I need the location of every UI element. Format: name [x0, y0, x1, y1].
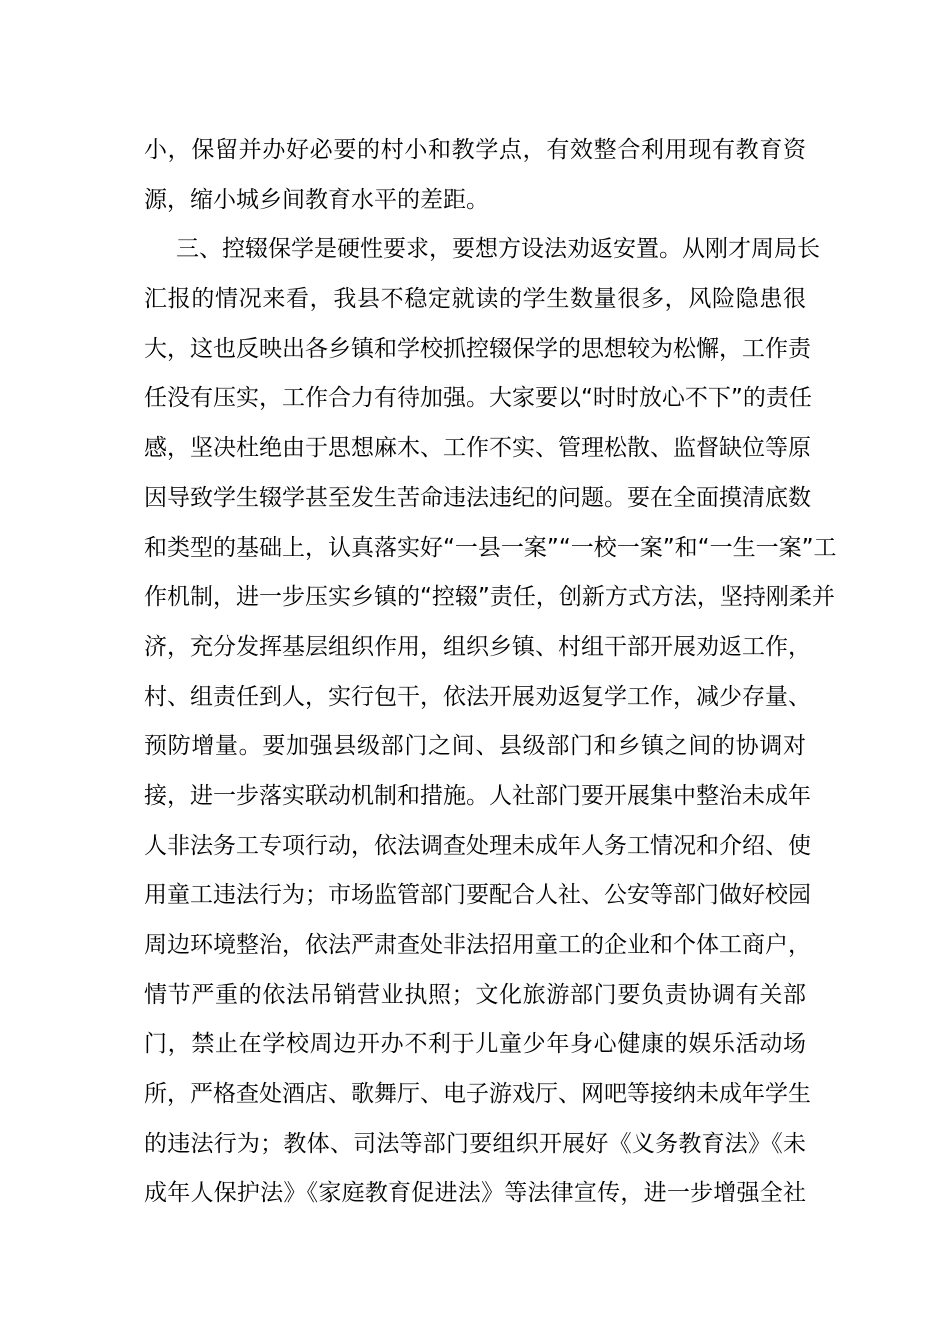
text-line: 任没有压实，工作合力有待加强。大家要以“时时放心不下”的责任: [144, 385, 812, 412]
paragraph-1: [144, 126, 806, 225]
text-line: 感，坚决杜绝由于思想麻木、工作不实、管理松散、监督缺位等原: [144, 435, 811, 462]
text-line: 济，充分发挥基层组织作用，组织乡镇、村组干部开展劝返工作，: [144, 633, 811, 660]
paragraph-2: [144, 225, 837, 1219]
text-line: 周边环境整治，依法严肃查处非法招用童工的企业和个体工商户，: [144, 932, 811, 958]
text-line: 小，保留并办好必要的村小和教学点，有效整合利用现有教育资: [144, 137, 806, 163]
text-line: 和类型的基础上，认真落实好“一县一案”“一校一案”和“一生一案”工: [144, 534, 837, 561]
text-line: 情节严重的依法吊销营业执照；文化旅游部门要负责协调有关部: [144, 981, 806, 1008]
text-line: 所，严格查处酒店、歌舞厅、电子游戏厅、网吧等接纳未成年学生: [144, 1081, 811, 1108]
text-line: 用童工违法行为；市场监管部门要配合人社、公安等部门做好校园: [144, 882, 811, 909]
text-line: 预防增量。要加强县级部门之间、县级部门和乡镇之间的协调对: [144, 733, 806, 760]
text-line: 成年人保护法》《家庭教育促进法》等法律宣传，进一步增强全社: [144, 1180, 806, 1207]
text-line: 门，禁止在学校周边开办不利于儿童少年身心健康的娱乐活动场: [144, 1031, 806, 1058]
text-line: 三、控辍保学是硬性要求，要想方设法劝返安置。从刚才周局长: [176, 236, 820, 263]
text-line: 的违法行为；教体、司法等部门要组织开展好《义务教育法》《未: [144, 1130, 806, 1157]
text-line: 汇报的情况来看，我县不稳定就读的学生数量很多，风险隐患很: [144, 286, 806, 313]
text-line: 接，进一步落实联动机制和措施。人社部门要开展集中整治未成年: [144, 782, 811, 809]
text-line: 人非法务工专项行动，依法调查处理未成年人务工情况和介绍、使: [144, 832, 811, 859]
text-line: 作机制，进一步压实乡镇的“控辍”责任，创新方式方法，坚持刚柔并: [144, 584, 835, 611]
text-line: 大，这也反映出各乡镇和学校抓控辍保学的思想较为松懈，工作责: [144, 335, 811, 362]
body-text: [144, 126, 837, 1219]
text-line: 源，缩小城乡间教育水平的差距。: [144, 186, 489, 213]
text-line: 因导致学生辍学甚至发生苦命违法违纪的问题。要在全面摸清底数: [144, 484, 811, 511]
text-line: 村、组责任到人，实行包干，依法开展劝返复学工作，减少存量、: [144, 683, 811, 710]
